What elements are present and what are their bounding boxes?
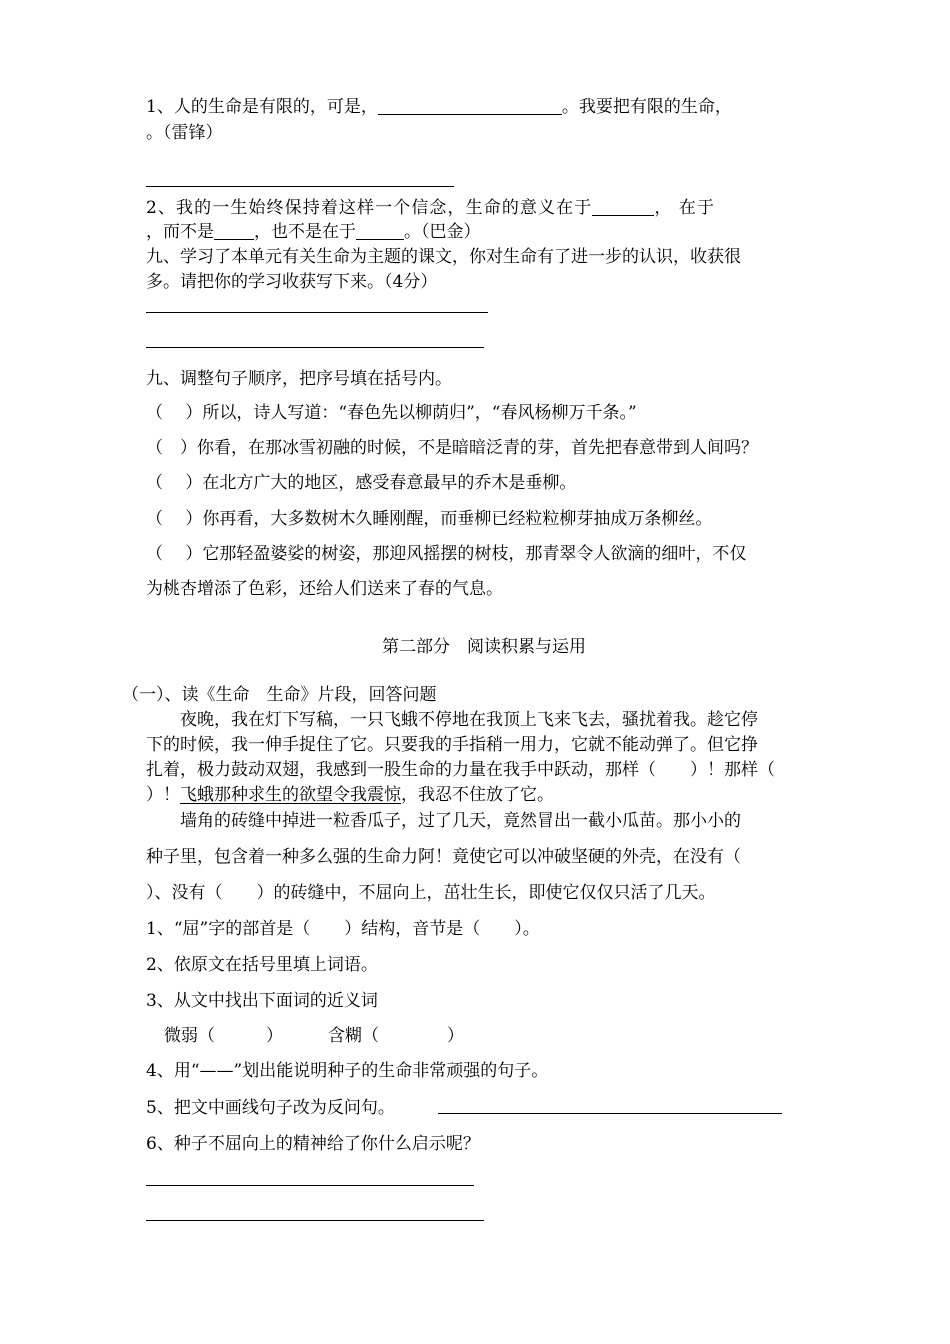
q2-blank-2[interactable] xyxy=(214,223,254,240)
p2-line2: 种子里，包含着一种多么强的生命力阿！竟使它可以冲破坚硬的外壳，在没有（ xyxy=(146,847,741,867)
q2-line1 xyxy=(146,197,715,219)
p2-line3: ）、没有（ ）的砖缝中，不屈向上，茁壮生长，即使它仅仅只活了几天。 xyxy=(146,883,716,903)
p1-line3: 扎着，极力鼓动双翅，我感到一股生命的力量在我手中跃动，那样（ ）！那样（ xyxy=(146,760,775,780)
question-3: 3、从文中找出下面词的近义词 xyxy=(146,991,378,1011)
q2-text-b: ， 在于 xyxy=(654,198,716,218)
p1-line2: 下的时候，我一伸手捉住了它。只要我的手指稍一用力，它就不能动弹了。但它挣 xyxy=(146,735,758,755)
underlined-sentence: 飞蛾那种求生的欲望令我震惊 xyxy=(180,785,401,805)
order-item-5-cont: 为桃杏增添了色彩，还给人们送来了春的气息。 xyxy=(146,579,503,599)
q1-line2: 。（雷锋） xyxy=(146,123,223,143)
question-5: 5、把文中画线句子改为反问句。 xyxy=(146,1098,395,1118)
q1-blank[interactable] xyxy=(378,98,562,115)
order-item-1[interactable]: （ ）所以，诗人写道：“春色先以柳荫归”，“春风杨柳万千条。” xyxy=(146,403,637,423)
p1-line4 xyxy=(146,784,554,806)
q2-text-c: ，而不是 xyxy=(146,222,214,242)
q9a-answer-line-2[interactable] xyxy=(146,347,484,348)
order-item-4[interactable]: （ ）你再看，大多数树木久睡刚醒，而垂柳已经粒粒柳芽抽成万条柳丝。 xyxy=(146,509,713,529)
q2-blank-3[interactable] xyxy=(356,223,404,240)
q2-line2 xyxy=(146,221,481,243)
q1-answer-line[interactable] xyxy=(146,186,454,187)
question-2: 2、依原文在括号里填上词语。 xyxy=(146,955,378,975)
q6-answer-line-1[interactable] xyxy=(146,1185,474,1186)
p1-line4-b: ，我忍不住放了它。 xyxy=(401,785,554,805)
q9b-title: 九、调整句子顺序，把序号填在括号内。 xyxy=(146,369,452,389)
q2-text-d: ，也不是在于 xyxy=(254,222,356,242)
synonym-2[interactable]: 含糊（ ） xyxy=(328,1026,464,1046)
q2-text-a: 2、我的一生始终保持着这样一个信念，生命的意义在于 xyxy=(146,198,593,218)
q1-text-b: 。我要把有限的生命， xyxy=(561,97,732,117)
q5-answer-line[interactable] xyxy=(438,1113,782,1114)
question-6: 6、种子不屈向上的精神给了你什么启示呢？ xyxy=(146,1134,480,1154)
order-item-3[interactable]: （ ）在北方广大的地区，感受春意最早的乔木是垂柳。 xyxy=(146,473,577,493)
part2-heading: 第二部分 阅读积累与运用 xyxy=(382,637,586,657)
p2-line1: 墙角的砖缝中掉进一粒香瓜子，过了几天，竟然冒出一截小瓜苗。那小小的 xyxy=(146,811,741,831)
order-item-2[interactable]: （ ）你看，在那冰雪初融的时候，不是暗暗泛青的芽，首先把春意带到人间吗？ xyxy=(146,438,758,458)
reading-title: （一）、读《生命 生命》片段，回答问题 xyxy=(122,685,437,705)
p1-line4-a: ）！ xyxy=(146,785,180,805)
q9a-line1: 九、学习了本单元有关生命为主题的课文，你对生命有了进一步的认识，收获很 xyxy=(146,247,741,267)
q6-answer-line-2[interactable] xyxy=(146,1220,484,1221)
q2-blank-1[interactable] xyxy=(592,199,654,216)
order-item-5[interactable]: （ ）它那轻盈婆娑的树姿，那迎风摇摆的树枝，那青翠令人欲滴的细叶，不仅 xyxy=(146,544,747,564)
question-4: 4、用“——”划出能说明种子的生命非常顽强的句子。 xyxy=(146,1061,549,1081)
p1-line1: 夜晚，我在灯下写稿，一只飞蛾不停地在我顶上飞来飞去，骚扰着我。趁它停 xyxy=(146,710,758,730)
synonym-1[interactable]: 微弱（ ） xyxy=(164,1026,283,1046)
q9a-answer-line-1[interactable] xyxy=(146,312,488,313)
q1-line1 xyxy=(146,96,732,118)
q9a-line2: 多。请把你的学习收获写下来。（4分） xyxy=(146,272,438,292)
q1-text-a: 1、人的生命是有限的，可是， xyxy=(146,97,378,117)
q2-text-e: 。（巴金） xyxy=(404,222,481,242)
question-1: 1、“屈”字的部首是（ ）结构，音节是（ ）。 xyxy=(146,919,540,939)
